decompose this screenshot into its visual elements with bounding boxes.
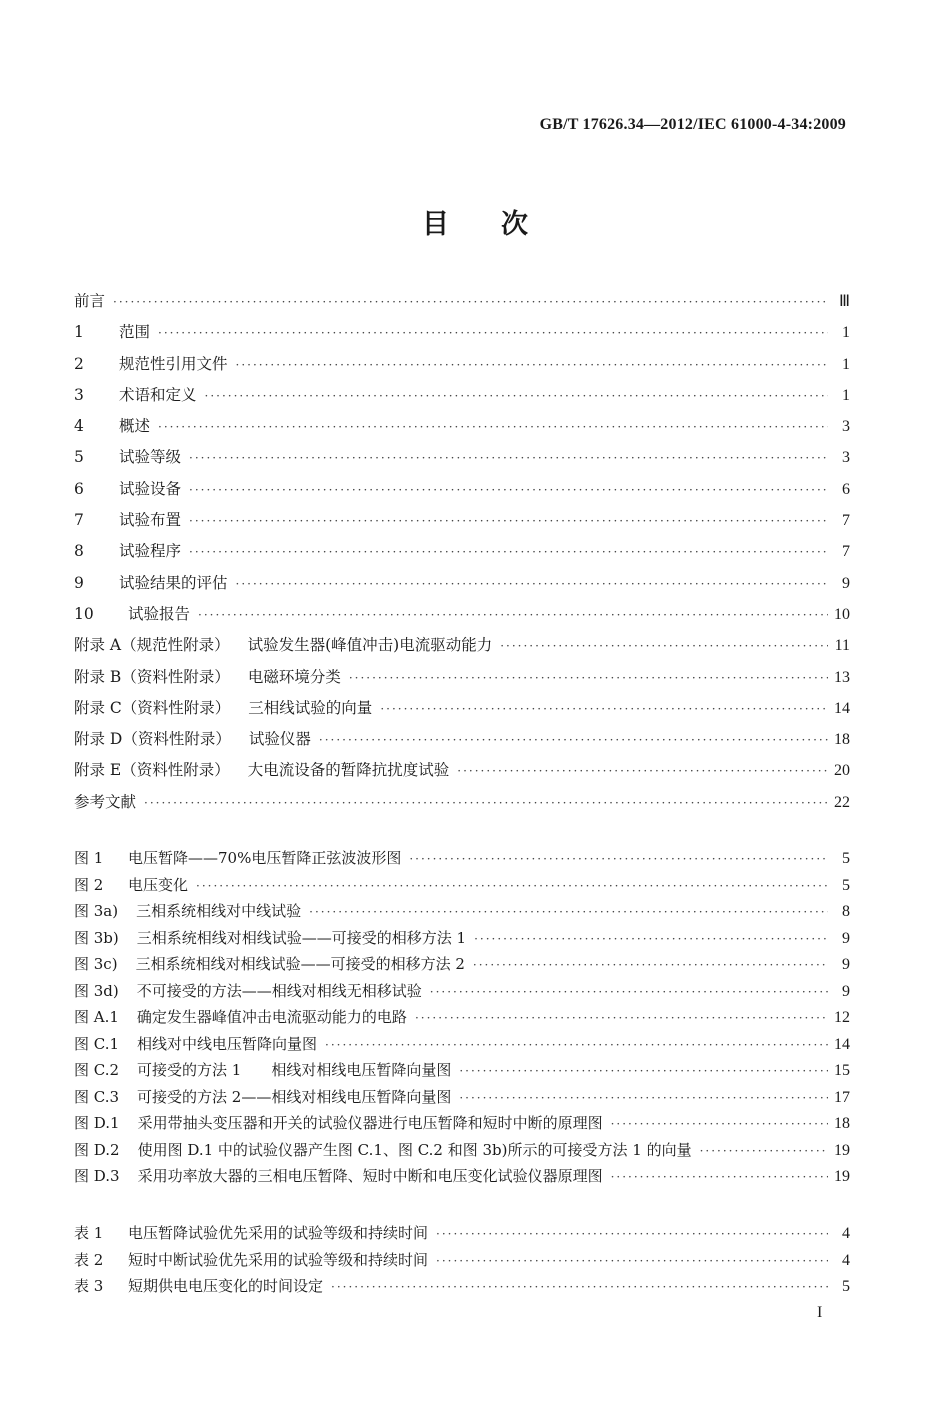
figure-entry[interactable] bbox=[74, 1059, 850, 1086]
figure-entry-label: 相线对中线电压暂降向量图 bbox=[137, 1034, 318, 1053]
toc-entry-page: 3 bbox=[842, 449, 850, 467]
leader-dots bbox=[325, 1038, 828, 1052]
standard-number: GB/T 17626.34—2012/IEC 61000-4-34:2009 bbox=[539, 116, 846, 133]
figure-entry-page: 19 bbox=[834, 1168, 850, 1185]
table-entry[interactable] bbox=[74, 1222, 850, 1249]
toc-entry-number: 5 bbox=[74, 448, 84, 467]
table-entry-page: 5 bbox=[842, 1278, 850, 1295]
figure-entry-page: 9 bbox=[842, 929, 850, 947]
toc-entry-label: 试验结果的评估 bbox=[119, 573, 228, 592]
figure-entry-number: 图 A.1 bbox=[74, 1008, 119, 1026]
leader-dots bbox=[236, 577, 828, 591]
toc-entry-number: 2 bbox=[74, 354, 84, 373]
toc-entry-title bbox=[74, 665, 341, 687]
toc-entry-title bbox=[74, 414, 150, 436]
figure-entry-number: 图 3d) bbox=[74, 981, 119, 1000]
figure-entry-title bbox=[74, 1059, 451, 1080]
figures-list bbox=[74, 847, 850, 1192]
leader-dots bbox=[473, 958, 828, 972]
toc-entry-title bbox=[74, 352, 228, 374]
table-entry-page: 4 bbox=[842, 1251, 850, 1269]
toc-entry-label: 试验布置 bbox=[119, 511, 182, 530]
table-entry-page: 4 bbox=[842, 1225, 850, 1242]
toc-entry-title bbox=[74, 289, 105, 311]
figure-entry-label: 电压暂降——70%电压暂降正弦波波形图 bbox=[128, 849, 402, 867]
toc-entry[interactable] bbox=[74, 477, 850, 508]
leader-dots bbox=[189, 514, 828, 528]
toc-entry[interactable] bbox=[74, 696, 850, 727]
toc-entry[interactable] bbox=[74, 320, 850, 351]
figure-entry[interactable] bbox=[74, 927, 850, 954]
table-entry[interactable] bbox=[74, 1249, 850, 1276]
toc-entry-page: 10 bbox=[834, 605, 850, 623]
figure-entry-page: 12 bbox=[834, 1009, 850, 1026]
toc-entry-page: 18 bbox=[834, 731, 850, 749]
toc-entry[interactable] bbox=[74, 633, 850, 664]
figure-entry-label: 不可接受的方法——相线对相线无相移试验 bbox=[136, 981, 422, 1000]
toc-entry-title bbox=[74, 696, 372, 718]
figure-entry-number: 图 C.2 bbox=[74, 1061, 120, 1079]
leader-dots bbox=[459, 1091, 828, 1105]
figure-entry-title bbox=[74, 1165, 603, 1186]
toc-entry-number: 4 bbox=[74, 417, 84, 436]
toc-entry-title bbox=[74, 320, 150, 342]
toc-entry-title bbox=[74, 633, 492, 655]
toc-entry-label: 试验发生器(峰值冲击)电流驱动能力 bbox=[247, 636, 493, 655]
leader-dots bbox=[380, 702, 828, 716]
figure-entry-label: 三相系统相线对相线试验——可接受的相移方法 1 bbox=[136, 928, 467, 947]
figure-entry-number: 图 3c) bbox=[74, 955, 118, 973]
toc-entry-page: 22 bbox=[834, 793, 850, 811]
table-entry-number: 表 1 bbox=[74, 1224, 104, 1242]
figure-entry[interactable] bbox=[74, 1112, 850, 1139]
figure-entry[interactable] bbox=[74, 1033, 850, 1060]
toc-entry[interactable] bbox=[74, 445, 850, 476]
toc-entry[interactable] bbox=[74, 539, 850, 570]
figure-entry-title bbox=[74, 1112, 603, 1133]
toc-entry-title bbox=[74, 727, 311, 749]
figure-entry-label: 使用图 D.1 中的试验仪器产生图 C.1、图 C.2 和图 3b)所示的可接受方法 1 的向量 bbox=[137, 1140, 692, 1159]
toc-entry[interactable] bbox=[74, 352, 850, 383]
leader-dots bbox=[409, 852, 828, 866]
leader-dots bbox=[196, 879, 828, 893]
figure-entry-title bbox=[74, 927, 466, 948]
figure-entry-label: 采用功率放大器的三相电压暂降、短时中断和电压变化试验仪器原理图 bbox=[137, 1167, 603, 1185]
figure-entry-number: 图 C.1 bbox=[74, 1034, 120, 1053]
toc-entry-number: 附录 E（资料性附录） bbox=[74, 761, 230, 780]
figure-entry-page: 18 bbox=[834, 1115, 850, 1132]
toc-entry[interactable] bbox=[74, 790, 850, 821]
leader-dots bbox=[319, 733, 828, 747]
table-entry-label: 电压暂降试验优先采用的试验等级和持续时间 bbox=[128, 1224, 429, 1242]
toc-entry-number: 附录 A（规范性附录） bbox=[74, 636, 230, 655]
toc-entry-page: 6 bbox=[842, 480, 850, 498]
toc-entry-label: 试验等级 bbox=[119, 448, 182, 467]
toc-entry-label: 术语和定义 bbox=[119, 385, 197, 404]
figure-entry-page: 15 bbox=[834, 1062, 850, 1079]
figure-entry-page: 14 bbox=[834, 1035, 850, 1053]
toc-entry-title bbox=[74, 508, 181, 530]
leader-dots bbox=[474, 932, 828, 946]
toc-entry-title bbox=[74, 758, 449, 780]
toc-entry[interactable] bbox=[74, 758, 850, 789]
table-entry-title bbox=[74, 1222, 428, 1243]
figure-entry-title bbox=[74, 1086, 451, 1107]
figure-entry-number: 图 D.2 bbox=[74, 1140, 120, 1159]
toc-entry-title bbox=[74, 383, 197, 405]
page-number: I bbox=[817, 1304, 823, 1321]
toc-entry-page: 1 bbox=[842, 386, 850, 404]
figure-entry[interactable] bbox=[74, 874, 850, 901]
figure-entry-page: 9 bbox=[842, 982, 850, 1000]
figure-entry-number: 图 1 bbox=[74, 849, 104, 867]
toc-entry-label: 大电流设备的暂降抗扰度试验 bbox=[247, 761, 450, 780]
toc-entry-label: 前言 bbox=[74, 292, 106, 310]
toc-entry-number: 9 bbox=[74, 573, 84, 592]
leader-dots bbox=[700, 1144, 828, 1158]
leader-dots bbox=[189, 451, 828, 465]
toc-entry-page: Ⅲ bbox=[838, 293, 850, 310]
toc-entry-page: 9 bbox=[842, 574, 850, 592]
toc-entry-number: 6 bbox=[74, 479, 84, 498]
toc-entry-page: 1 bbox=[842, 324, 850, 342]
leader-dots bbox=[500, 639, 828, 653]
leader-dots bbox=[459, 1064, 828, 1078]
toc-entry-page: 1 bbox=[842, 355, 850, 373]
tables-list bbox=[74, 1222, 850, 1302]
figure-entry[interactable] bbox=[74, 1006, 850, 1033]
toc-entry-page: 11 bbox=[834, 637, 850, 655]
contents-list bbox=[74, 289, 850, 821]
figure-entry-page: 19 bbox=[834, 1141, 850, 1159]
figure-entry-label: 确定发生器峰值冲击电流驱动能力的电路 bbox=[136, 1008, 407, 1026]
leader-dots bbox=[611, 1170, 828, 1184]
toc-entry[interactable] bbox=[74, 383, 850, 414]
figure-entry-title bbox=[74, 1006, 407, 1027]
figure-entry-page: 9 bbox=[842, 956, 850, 973]
figure-entry-number: 图 D.3 bbox=[74, 1167, 120, 1185]
toc-entry-label: 参考文献 bbox=[74, 792, 137, 811]
leader-dots bbox=[611, 1117, 828, 1131]
table-entry-label: 短期供电电压变化的时间设定 bbox=[128, 1277, 324, 1295]
figure-entry-title bbox=[74, 1033, 317, 1054]
toc-entry-number: 附录 C（资料性附录） bbox=[74, 698, 231, 717]
leader-dots bbox=[430, 985, 828, 999]
figure-entry-page: 5 bbox=[842, 850, 850, 867]
table-entry-number: 表 2 bbox=[74, 1250, 104, 1269]
toc-entry[interactable] bbox=[74, 571, 850, 602]
toc-entry-page: 20 bbox=[834, 762, 850, 780]
figure-entry-page: 5 bbox=[842, 876, 850, 894]
leader-dots bbox=[349, 671, 828, 685]
page-title: 目次 bbox=[422, 209, 580, 240]
toc-entry-title bbox=[74, 539, 181, 561]
toc-entry-label: 三相线试验的向量 bbox=[248, 698, 373, 717]
toc-entry-label: 试验仪器 bbox=[248, 730, 311, 749]
toc-entry-label: 概述 bbox=[119, 417, 151, 436]
toc-entry-number: 附录 B（资料性附录） bbox=[74, 667, 230, 686]
figure-entry-label: 电压变化 bbox=[128, 875, 189, 894]
leader-dots bbox=[158, 420, 828, 434]
figure-entry-number: 图 C.3 bbox=[74, 1087, 120, 1106]
leader-dots bbox=[189, 545, 828, 559]
figure-entry-label: 可接受的方法 2——相线对相线电压暂降向量图 bbox=[137, 1087, 452, 1106]
figure-entry[interactable] bbox=[74, 1139, 850, 1166]
leader-dots bbox=[236, 358, 828, 372]
figure-entry[interactable] bbox=[74, 847, 850, 874]
toc-entry-label: 试验报告 bbox=[128, 604, 191, 623]
figure-entry-number: 图 3a) bbox=[74, 902, 119, 920]
leader-dots bbox=[309, 905, 828, 919]
figure-entry-title bbox=[74, 847, 401, 868]
leader-dots bbox=[331, 1280, 828, 1294]
figure-entry-title bbox=[74, 1139, 692, 1160]
toc-entry-number: 3 bbox=[74, 385, 84, 404]
figure-entry-number: 图 3b) bbox=[74, 928, 119, 947]
figure-entry[interactable] bbox=[74, 900, 850, 927]
leader-dots bbox=[436, 1227, 828, 1241]
figure-entry-label: 三相系统相线对相线试验——可接受的相移方法 2 bbox=[135, 955, 465, 973]
figure-entry[interactable] bbox=[74, 980, 850, 1007]
figure-entry-title bbox=[74, 953, 465, 974]
toc-entry-page: 7 bbox=[842, 512, 850, 530]
toc-entry-page: 14 bbox=[834, 699, 850, 717]
figure-entry-number: 图 D.1 bbox=[74, 1114, 120, 1132]
figure-entry[interactable] bbox=[74, 953, 850, 980]
toc-entry-number: 8 bbox=[74, 542, 84, 561]
figure-entry-title bbox=[74, 874, 188, 895]
toc-entry-number: 10 bbox=[74, 604, 94, 623]
leader-dots bbox=[198, 608, 828, 622]
figure-entry[interactable] bbox=[74, 1086, 850, 1113]
leader-dots bbox=[205, 389, 828, 403]
figure-entry-page: 17 bbox=[834, 1088, 850, 1106]
toc-entry-label: 范围 bbox=[119, 323, 151, 342]
table-entry-number: 表 3 bbox=[74, 1277, 104, 1295]
leader-dots bbox=[189, 483, 828, 497]
toc-entry-label: 试验程序 bbox=[119, 542, 182, 561]
toc-entry-title bbox=[74, 445, 181, 467]
table-entry-label: 短时中断试验优先采用的试验等级和持续时间 bbox=[128, 1250, 429, 1269]
toc-entry[interactable] bbox=[74, 414, 850, 445]
toc-entry[interactable] bbox=[74, 508, 850, 539]
toc-entry-label: 规范性引用文件 bbox=[119, 354, 228, 373]
leader-dots bbox=[436, 1254, 828, 1268]
table-entry-title bbox=[74, 1275, 323, 1296]
toc-entry[interactable] bbox=[74, 289, 850, 320]
toc-entry-number: 7 bbox=[74, 511, 84, 530]
table-entry[interactable] bbox=[74, 1275, 850, 1302]
toc-entry-title bbox=[74, 790, 136, 812]
toc-entry[interactable] bbox=[74, 665, 850, 696]
toc-entry-page: 13 bbox=[834, 668, 850, 686]
leader-dots bbox=[158, 326, 828, 340]
figure-entry-number: 图 2 bbox=[74, 875, 104, 894]
toc-entry-title bbox=[74, 571, 228, 593]
figure-entry-label: 可接受的方法 1 相线对相线电压暂降向量图 bbox=[137, 1061, 452, 1079]
toc-entry-page: 3 bbox=[842, 418, 850, 436]
toc-entry-title bbox=[74, 477, 181, 499]
figure-entry-label: 采用带抽头变压器和开关的试验仪器进行电压暂降和短时中断的原理图 bbox=[137, 1114, 603, 1132]
figure-entry-title bbox=[74, 900, 301, 921]
toc-entry-label: 电磁环境分类 bbox=[247, 667, 341, 686]
leader-dots bbox=[113, 295, 828, 309]
leader-dots bbox=[415, 1011, 828, 1025]
figure-entry-page: 8 bbox=[842, 903, 850, 920]
figure-entry-title bbox=[74, 980, 422, 1001]
toc-entry[interactable] bbox=[74, 602, 850, 633]
toc-entry-page: 7 bbox=[842, 543, 850, 561]
toc-entry[interactable] bbox=[74, 727, 850, 758]
toc-entry-title bbox=[74, 602, 190, 624]
toc-entry-number: 1 bbox=[74, 323, 84, 342]
table-entry-title bbox=[74, 1249, 428, 1270]
toc-entry-number: 附录 D（资料性附录） bbox=[74, 730, 231, 749]
figure-entry[interactable] bbox=[74, 1165, 850, 1192]
leader-dots bbox=[457, 764, 828, 778]
toc-entry-label: 试验设备 bbox=[119, 479, 182, 498]
figure-entry-label: 三相系统相线对中线试验 bbox=[136, 902, 302, 920]
leader-dots bbox=[144, 796, 828, 810]
